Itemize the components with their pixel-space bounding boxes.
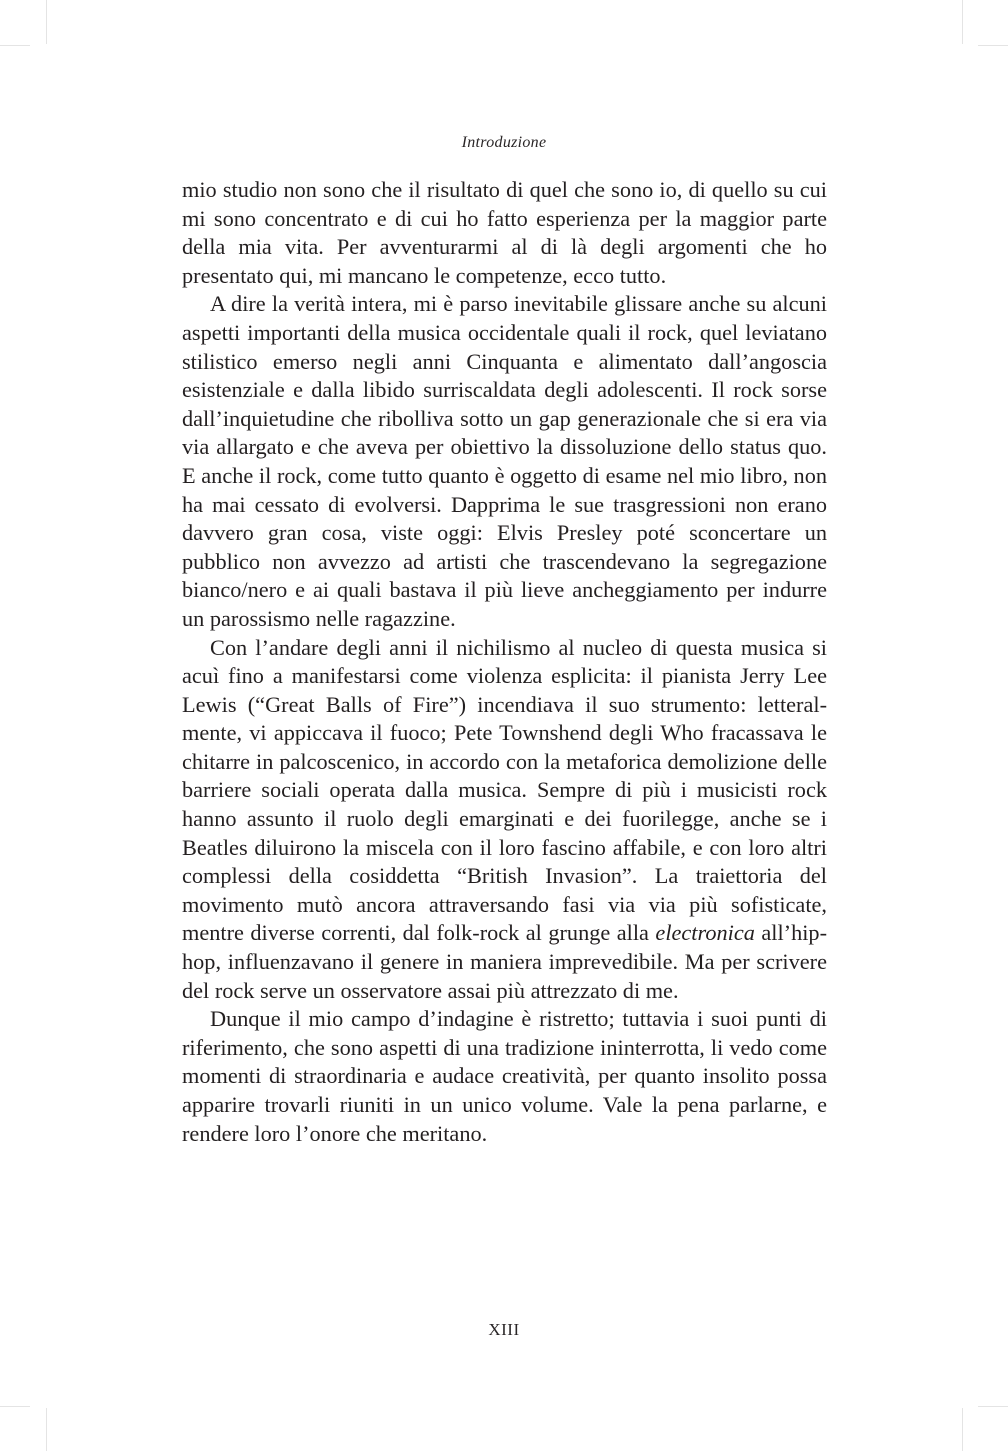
paragraph-text: A dire la verità intera, mi è parso inevitabile glissare anche su alcuni aspetti importanti della musica occidentale quali il rock, quel leviatano stilistico emerso negli anni Cinquanta e alimentato dall’angoscia esistenziale e dalla libido surriscaldata degli adolescenti. Il rock sorse dall’inquietudine che ribolliva sotto un gap generazionale che si era via via allargato e che aveva per obiettivo la dissoluzione dello status quo. E anche il rock, come tutto quanto è oggetto di esame nel mio libro, non ha mai cessato di evolversi. Dapprima le sue trasgressioni non erano davvero gran cosa, viste oggi: Elvis Presley poté sconcertare un pubblico non avvezzo ad artisti che trascendevano la segregazione bianco/nero e ai quali bastava il più lieve ancheggiamento per indurre un parossismo nelle ragazzine. (182, 291, 827, 631)
italic-term: electronica (655, 920, 755, 946)
crop-mark (962, 1408, 963, 1451)
running-head: Introduzione (461, 134, 547, 151)
crop-mark (978, 45, 1008, 46)
crop-mark (46, 0, 47, 44)
paragraph (182, 176, 827, 290)
paragraph (182, 634, 827, 1006)
crop-mark (0, 45, 30, 46)
crop-mark (978, 1406, 1008, 1407)
crop-mark (962, 0, 963, 44)
paragraph-text: Dunque il mio campo d’indagine è ristretto; tuttavia i suoi punti di riferimento, che sono aspetti di una tradizione ininterrotta, li vedo come momenti di straordinaria e audace creatività, per quanto insolito possa apparire trovarli riuniti in un unico volume. Vale la pena parlarne, e rendere loro l’onore che meritano. (182, 1006, 827, 1146)
body-text (182, 176, 827, 1148)
paragraph (182, 290, 827, 633)
crop-mark (0, 1406, 30, 1407)
paragraph-text: mio studio non sono che il risultato di quel che sono io, di quello su cui mi sono concentrato e di cui ho fatto esperienza per la maggior parte della mia vita. Per avventurarmi al di là degli argomenti che ho presentato qui, mi mancano le competenze, ecco tutto. (182, 177, 827, 288)
paragraph (182, 1005, 827, 1148)
crop-mark (46, 1408, 47, 1451)
page-number: XIII (488, 1320, 520, 1339)
paragraph-text: all’hip-hop, influenzavano il genere in maniera imprevedibile. Ma per scrivere del rock serve un osservatore assai più attrezzato di me. (182, 920, 827, 1003)
paragraph-text: Con l’andare degli anni il nichilismo al nucleo di questa musica si acuì fino a manifestarsi come violenza esplicita: il pianista Jerry Lee Lewis (“Great Balls of Fire”) incendiava il suo strumento: letteralmente, vi appiccava il fuoco; Pete Townshend degli Who fracassava le chitarre in palcoscenico, in accordo con la metaforica demolizione delle barriere sociali operata dalla musica. Sempre di più i musicisti rock hanno assunto il ruolo degli emarginati e dei fuorilegge, anche se i Beatles diluirono la miscela con il loro fascino affabile, e con loro altri complessi della cosiddetta “British Invasion”. La traiettoria del movimento mutò ancora attraversando fasi via via più sofisticate, mentre diverse correnti, dal folk-rock al grunge alla (182, 634, 827, 946)
